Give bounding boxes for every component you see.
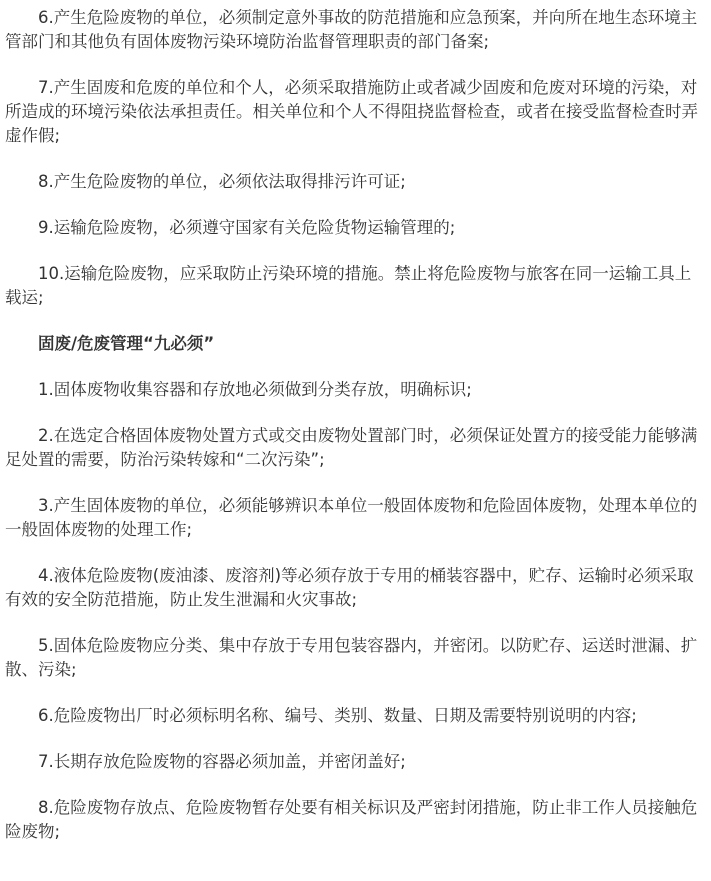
rule-2: 2.在选定合格固体废物处置方式或交由废物处置部门时，必须保证处置方的接受能力能够满足处置的需要，防治污染转嫁和“二次污染”;: [5, 426, 698, 469]
rule-4: 4.液体危险废物(废油漆、废溶剂)等必须存放于专用的桶装容器中，贮存、运输时必须采取有效的安全防范措施，防止发生泄漏和火灾事故;: [5, 566, 694, 609]
paragraph-10: 10.运输危险废物，应采取防止污染环境的措施。禁止将危险废物与旅客在同一运输工具上载运;: [5, 264, 692, 307]
rule-3: 3.产生固体废物的单位，必须能够辨识本单位一般固体废物和危险固体废物，处理本单位的一般固体废物的处理工作;: [5, 496, 698, 539]
rule-8: 8.危险废物存放点、危险废物暂存处要有相关标识及严密封闭措施，防止非工作人员接触危险废物;: [5, 798, 698, 841]
rule-5: 5.固体危险废物应分类、集中存放于专用包装容器内，并密闭。以防贮存、运送时泄漏、扩散、污染;: [5, 636, 698, 679]
paragraph-6: 6.产生危险废物的单位，必须制定意外事故的防范措施和应急预案，并向所在地生态环境主管部门和其他负有固体废物污染环境防治监督管理职责的部门备案;: [5, 8, 698, 51]
paragraph-8: 8.产生危险废物的单位，必须依法取得排污许可证;: [38, 172, 406, 191]
rule-7: 7.长期存放危险废物的容器必须加盖，并密闭盖好;: [38, 752, 406, 771]
rule-1: 1.固体废物收集容器和存放地必须做到分类存放，明确标识;: [38, 380, 472, 399]
section-heading: 固废/危废管理“九必须”: [38, 334, 215, 353]
rule-6: 6.危险废物出厂时必须标明名称、编号、类别、数量、日期及需要特别说明的内容;: [38, 706, 637, 725]
paragraph-9: 9.运输危险废物，必须遵守国家有关危险货物运输管理的;: [38, 218, 456, 237]
paragraph-7: 7.产生固废和危废的单位和个人，必须采取措施防止或者减少固废和危废对环境的污染，对所造成的环境污染依法承担责任。相关单位和个人不得阻挠监督检查，或者在接受监督检查时弄虚作假;: [5, 78, 698, 145]
